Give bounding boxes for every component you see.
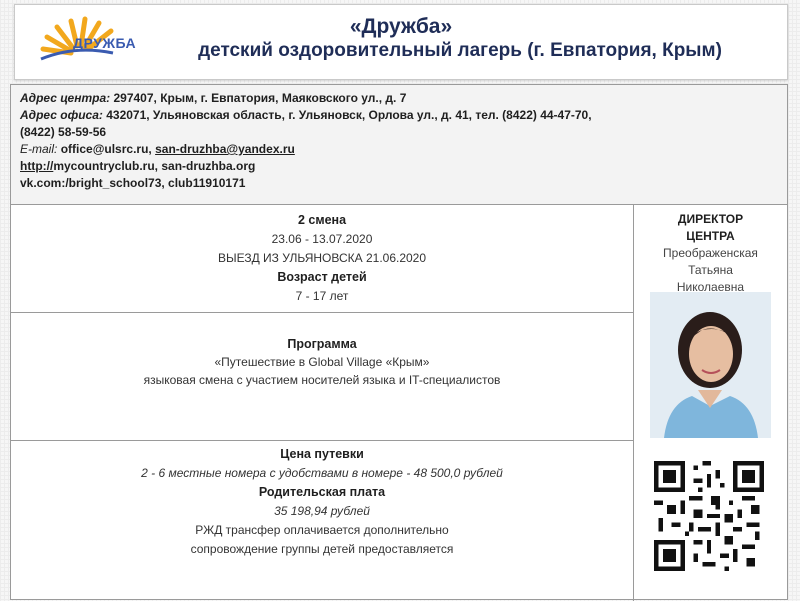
office-phone-line: (8422) 58-59-56 bbox=[20, 125, 107, 139]
page-title: «Дружба» bbox=[349, 15, 453, 38]
website-rest[interactable]: mycountryclub.ru, san-druzhba.org bbox=[53, 159, 256, 173]
price-rooms: 2 - 6 местные номера с удобствами в номере - 48 500,0 рублей bbox=[141, 466, 503, 480]
transfer-note: РЖД трансфер оплачивается дополнительно bbox=[195, 523, 449, 537]
email-label: E-mail: bbox=[20, 142, 58, 156]
director-photo bbox=[650, 292, 771, 438]
age-value: 7 - 17 лет bbox=[295, 289, 349, 303]
office-address-label: Адрес офиса: bbox=[20, 108, 103, 122]
director-info bbox=[634, 211, 787, 291]
program-name: «Путешествие в Global Village «Крым» bbox=[214, 355, 430, 369]
website-link[interactable]: http:// bbox=[20, 159, 54, 173]
header-banner bbox=[14, 4, 788, 80]
center-address-line bbox=[20, 90, 787, 107]
page-subtitle: детский оздоровительный лагерь (г. Евпатория, Крым) bbox=[198, 40, 722, 61]
session-dates: 23.06 - 13.07.2020 bbox=[271, 232, 373, 246]
director-role-line2: ЦЕНТРА bbox=[686, 229, 735, 243]
director-role-line1: ДИРЕКТОР bbox=[677, 212, 744, 226]
email-line bbox=[20, 141, 787, 158]
office-address-line bbox=[20, 107, 787, 124]
director-surname: Преображенская bbox=[663, 246, 758, 260]
office-address-value: 432071, Ульяновская область, г. Ульяновск, Орлова ул., д. 41, тел. (8422) 44-47-70, bbox=[106, 108, 592, 122]
price-cell bbox=[11, 441, 634, 601]
email-primary[interactable]: office@ulsrc.ru, bbox=[60, 142, 152, 156]
departure-label: ВЫЕЗД ИЗ УЛЬЯНОВСКА bbox=[217, 251, 363, 265]
price-label: Цена путевки bbox=[280, 447, 364, 461]
center-address-label: Адрес центра: bbox=[20, 91, 111, 105]
session-title: 2 смена bbox=[297, 213, 347, 227]
parent-fee-value: 35 198,94 рублей bbox=[274, 504, 370, 518]
director-first-name: Татьяна bbox=[688, 263, 733, 277]
director-column bbox=[634, 205, 787, 599]
address-block bbox=[11, 85, 787, 205]
parent-fee-label: Родительская плата bbox=[258, 485, 386, 499]
director-patronymic: Николаевна bbox=[676, 280, 745, 291]
escort-note: сопровождение группы детей предоставляется bbox=[190, 542, 454, 556]
email-link[interactable]: san-druzhba@yandex.ru bbox=[155, 142, 295, 156]
session-cell bbox=[11, 205, 634, 313]
program-description: языковая смена с участием носителей языка и IT-специалистов bbox=[143, 373, 501, 387]
program-label: Программа bbox=[287, 337, 357, 351]
website-line bbox=[20, 158, 787, 175]
center-address-value: 297407, Крым, г. Евпатория, Маяковского ул., д. 7 bbox=[113, 91, 407, 105]
logo-text: ДРУЖБА bbox=[73, 35, 137, 51]
age-label: Возраст детей bbox=[277, 270, 367, 284]
program-cell bbox=[11, 313, 634, 441]
departure-date: 21.06.2020 bbox=[365, 251, 427, 265]
vk-line[interactable]: vk.com:/bright_school73, club11910171 bbox=[20, 176, 246, 190]
qr-code-icon bbox=[654, 461, 764, 571]
departure-line bbox=[11, 249, 633, 268]
info-sheet bbox=[10, 84, 788, 600]
